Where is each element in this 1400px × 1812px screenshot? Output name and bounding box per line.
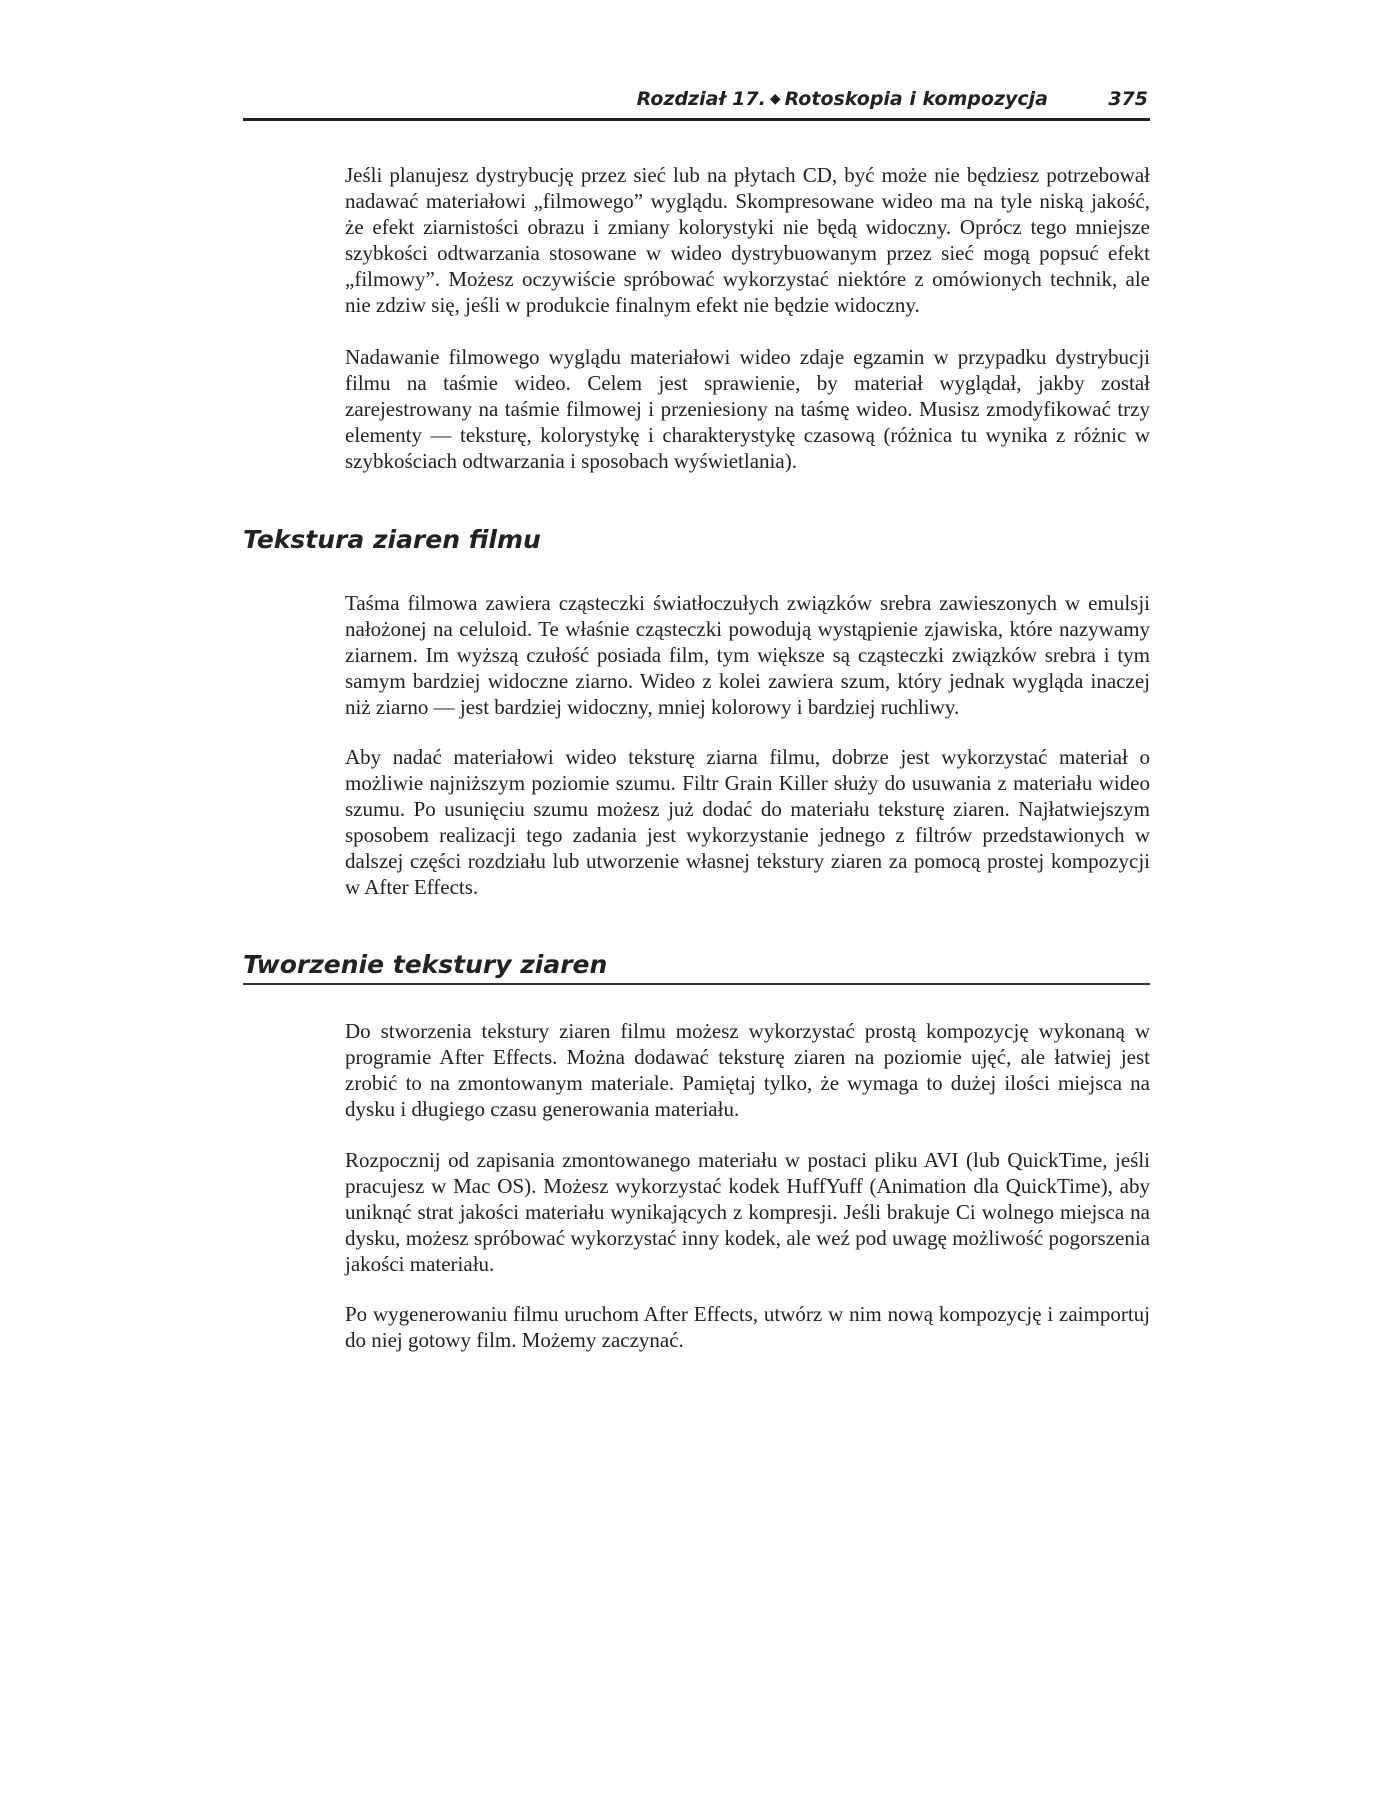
running-header <box>243 86 1150 121</box>
paragraph-export: Rozpocznij od zapisania zmontowanego materiału w postaci pliku AVI (lub QuickTime, jeśli pracujesz w Mac OS). Możesz wykorzystać kodek HuffYuff (Animation dla QuickTime), aby uniknąć strat jakości materiału wynikających z kompresji. Jeśli brakuje Ci wolnego miejsca na dysku, możesz spróbować wykorzystać inny kodek, ale weź pod uwagę możliwość pogorszenia jakości materiału. <box>345 1148 1150 1276</box>
section-heading-film-grain: Tekstura ziaren filmu <box>243 525 541 554</box>
chapter-title <box>637 88 1048 110</box>
paragraph-film-look: Nadawanie filmowego wyglądu materiałowi wideo zdaje egzamin w przypadku dystrybucji filmu na taśmie wideo. Celem jest sprawienie, by materiał wyglądał, jakby został zarejestrowany na taśmie filmowej i przeniesiony na taśmę wideo. Musisz zmodyfikować trzy elementy — teksturę, kolorystykę i charakterystykę czasową (różnica tu wynika z różnic w szybkościach odtwarzania i sposobach wyświetlania). <box>345 345 1150 473</box>
chapter-name: Rotoskopia i kompozycja <box>784 88 1048 110</box>
diamond-separator-icon: ◆ <box>769 91 781 107</box>
paragraph-composition: Do stworzenia tekstury ziaren filmu możesz wykorzystać prostą kompozycję wykonaną w programie After Effects. Można dodawać teksturę ziaren na poziomie ujęć, ale łatwiej jest zrobić to na zmontowanym materiale. Pamiętaj tylko, że wymaga to dużej ilości miejsca na dysku i długiego czasu generowania materiału. <box>345 1019 1150 1121</box>
section-heading-creating-texture: Tworzenie tekstury ziaren <box>243 950 1150 985</box>
paragraph-grain-texture: Aby nadać materiałowi wideo teksturę ziarna filmu, dobrze jest wykorzystać materiał o możliwie najniższym poziomie szumu. Filtr Grain Killer służy do usuwania z materiału wideo szumu. Po usunięciu szumu możesz już dodać do materiału teksturę ziaren. Najłatwiejszym sposobem realizacji tego zadania jest wykorzystanie jednego z filtrów przedstawionych w dalszej części rozdziału lub utworzenie własnej tekstury ziaren za pomocą prostej kompozycji w After Effects. <box>345 745 1150 899</box>
chapter-label: Rozdział 17. <box>636 88 766 110</box>
paragraph-film-stock: Taśma filmowa zawiera cząsteczki światłoczułych związków srebra zawieszonych w emulsji nałożonej na celuloid. Te właśnie cząsteczki powodują wystąpienie zjawiska, które nazywamy ziarnem. Im wyższą czułość posiada film, tym większe są cząsteczki związków srebra i tym samym bardziej widoczne ziarno. Wideo z kolei zawiera szum, który jednak wygląda inaczej niż ziarno — jest bardziej widoczny, mniej kolorowy i bardziej ruchliwy. <box>345 591 1150 719</box>
paragraph-distribution: Jeśli planujesz dystrybucję przez sieć lub na płytach CD, być może nie będziesz potrzebował nadawać materiałowi „filmowego” wyglądu. Skompresowane wideo ma na tyle niską jakość, że efekt ziarnistości obrazu i zmiany kolorystyki nie będą widoczny. Oprócz tego mniejsze szybkości odtwarzania stosowane w wideo dystrybuowanym przez sieć mogą popsuć efekt „filmowy”. Możesz oczywiście spróbować wykorzystać niektóre z omówionych technik, ale nie zdziw się, jeśli w produkcie finalnym efekt nie będzie widoczny. <box>345 163 1150 317</box>
paragraph-import: Po wygenerowaniu filmu uruchom After Effects, utwórz w nim nową kompozycję i zaimportuj do niej gotowy film. Możemy zaczynać. <box>345 1302 1150 1352</box>
page-number: 375 <box>1108 88 1148 110</box>
